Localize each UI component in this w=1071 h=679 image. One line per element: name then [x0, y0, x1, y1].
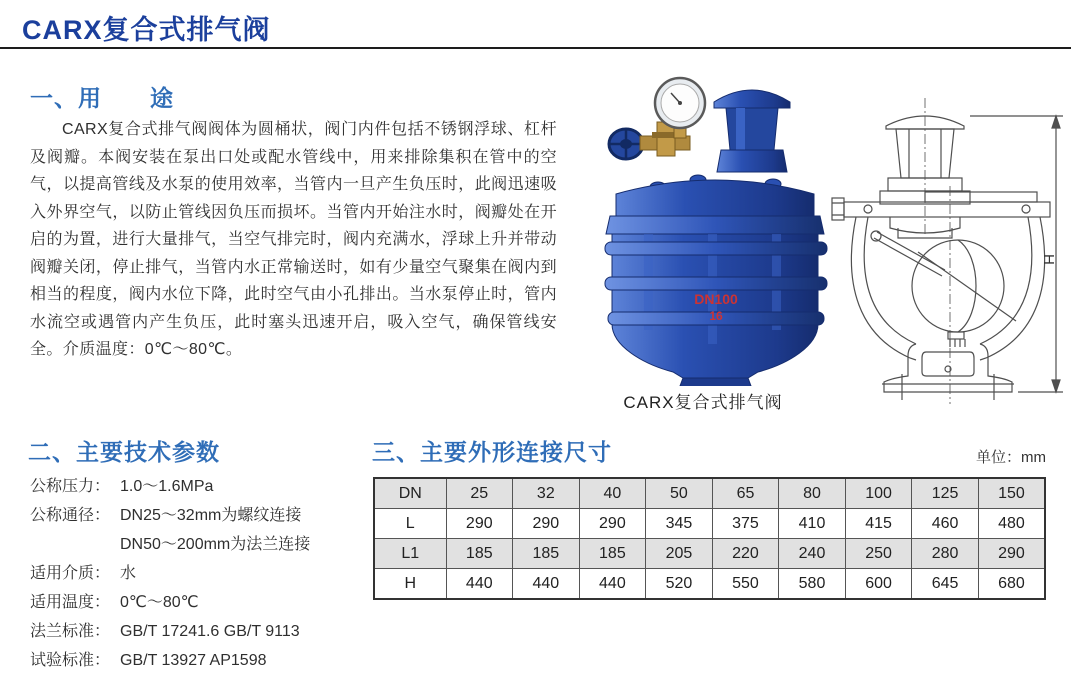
spec-label: 适用温度：	[30, 594, 111, 611]
value-cell: 80	[779, 478, 846, 509]
spec-line	[30, 530, 370, 559]
section-usage-heading: 一、用 途	[30, 85, 174, 111]
value-cell: 440	[446, 569, 513, 600]
table-row	[374, 569, 1045, 600]
value-cell: 50	[646, 478, 713, 509]
handwheel-icon	[609, 129, 643, 159]
valve-foot	[660, 378, 771, 386]
spec-list	[30, 472, 370, 675]
title-divider	[0, 47, 1071, 49]
value-cell: 250	[845, 539, 912, 569]
value-cell: 520	[646, 569, 713, 600]
valve-photo-caption: CARX复合式排气阀	[623, 393, 783, 412]
valve-drawing-illustration	[830, 86, 1067, 408]
value-cell: 290	[579, 509, 646, 539]
section-params-heading: 二、主要技术参数	[28, 439, 220, 465]
value-cell: 600	[845, 569, 912, 600]
value-cell: 125	[912, 478, 979, 509]
spec-line	[30, 646, 370, 675]
spec-value: 水	[120, 565, 137, 582]
spec-value: GB/T 17241.6 GB/T 9113	[120, 623, 300, 640]
row-header-cell: L1	[374, 539, 446, 569]
body-marking-pn: 16	[709, 309, 723, 323]
table-row	[374, 509, 1045, 539]
spec-label: 公称通径：	[30, 507, 111, 524]
value-cell: 480	[978, 509, 1045, 539]
value-cell: 280	[912, 539, 979, 569]
value-cell: 680	[978, 569, 1045, 600]
valve-photo	[588, 74, 838, 386]
value-cell: 205	[646, 539, 713, 569]
value-cell: 220	[712, 539, 779, 569]
spec-label: 试验标准：	[30, 652, 111, 669]
spec-value: GB/T 13927 AP1598	[120, 652, 267, 669]
value-cell: 460	[912, 509, 979, 539]
row-header-cell: DN	[374, 478, 446, 509]
spec-value: 1.0～1.6MPa	[120, 478, 214, 495]
value-cell: 440	[579, 569, 646, 600]
spec-line	[30, 559, 370, 588]
table-row	[374, 539, 1045, 569]
value-cell: 185	[579, 539, 646, 569]
body-marking-dn: DN100	[694, 291, 738, 307]
value-cell: 185	[513, 539, 580, 569]
spec-label: 适用介质：	[30, 565, 111, 582]
unit-note: 单位：mm	[976, 449, 1046, 466]
value-cell: 185	[446, 539, 513, 569]
dimension-line-h	[970, 116, 1063, 392]
spec-value: 0℃～80℃	[120, 594, 199, 611]
spec-line	[30, 588, 370, 617]
spec-line	[30, 472, 370, 501]
valve-lid	[606, 175, 824, 234]
spec-label: 法兰标准：	[30, 623, 111, 640]
value-cell: 290	[513, 509, 580, 539]
drawing-flange	[832, 192, 1050, 238]
value-cell: 290	[446, 509, 513, 539]
vent-cap	[714, 90, 790, 172]
value-cell: 375	[712, 509, 779, 539]
dimension-table	[373, 477, 1046, 600]
drawing-base	[882, 344, 1014, 400]
value-cell: 345	[646, 509, 713, 539]
value-cell: 240	[779, 539, 846, 569]
valve-body	[605, 234, 827, 378]
table-row	[374, 478, 1045, 509]
value-cell: 550	[712, 569, 779, 600]
value-cell: 440	[513, 569, 580, 600]
row-header-cell: L	[374, 509, 446, 539]
valve-photo-illustration	[588, 74, 838, 386]
page-title: CARX复合式排气阀	[22, 15, 271, 45]
spec-line	[30, 501, 370, 530]
value-cell: 580	[779, 569, 846, 600]
value-cell: 65	[712, 478, 779, 509]
value-cell: 645	[912, 569, 979, 600]
value-cell: 25	[446, 478, 513, 509]
dim-label-h: H	[1040, 254, 1057, 265]
value-cell: 150	[978, 478, 1045, 509]
value-cell: 410	[779, 509, 846, 539]
section-dims-heading: 三、主要外形连接尺寸	[372, 439, 612, 465]
spec-value: DN50～200mm为法兰连接	[120, 536, 311, 553]
spec-label: 公称压力：	[30, 478, 111, 495]
usage-paragraph: CARX复合式排气阀阀体为圆桶状，阀门内件包括不锈钢浮球、杠杆及阀瓣。本阀安装在泵出口处或配水管线中，用来排除集积在管中的空气，以提高管线及水泵的使用效率，当管内一旦产生负压时，此阀迅速吸入外界空气，以防止管线因负压而损坏。当管内开始注水时，阀瓣处在开启的为置，进行大量排气，当空气排完时，阀内充满水，浮球上升并带动阀瓣关闭，停止排气，当管内水正常输送时，如有少量空气聚集在阀内到相当的程度，阀内水位下降，此时空气由小孔排出。当水泵停止时，管内水流空或遇管内产生负压，此时塞头迅速开启，吸入空气，确保管线安全。介质温度：0℃～80℃。	[30, 121, 557, 358]
value-cell: 100	[845, 478, 912, 509]
value-cell: 32	[513, 478, 580, 509]
value-cell: 290	[978, 539, 1045, 569]
dimension-table-body	[374, 478, 1045, 599]
value-cell: 40	[579, 478, 646, 509]
spec-label	[30, 530, 120, 559]
spec-line	[30, 617, 370, 646]
valve-drawing	[830, 86, 1067, 408]
spec-value: DN25～32mm为螺纹连接	[120, 507, 302, 524]
value-cell: 415	[845, 509, 912, 539]
row-header-cell: H	[374, 569, 446, 600]
